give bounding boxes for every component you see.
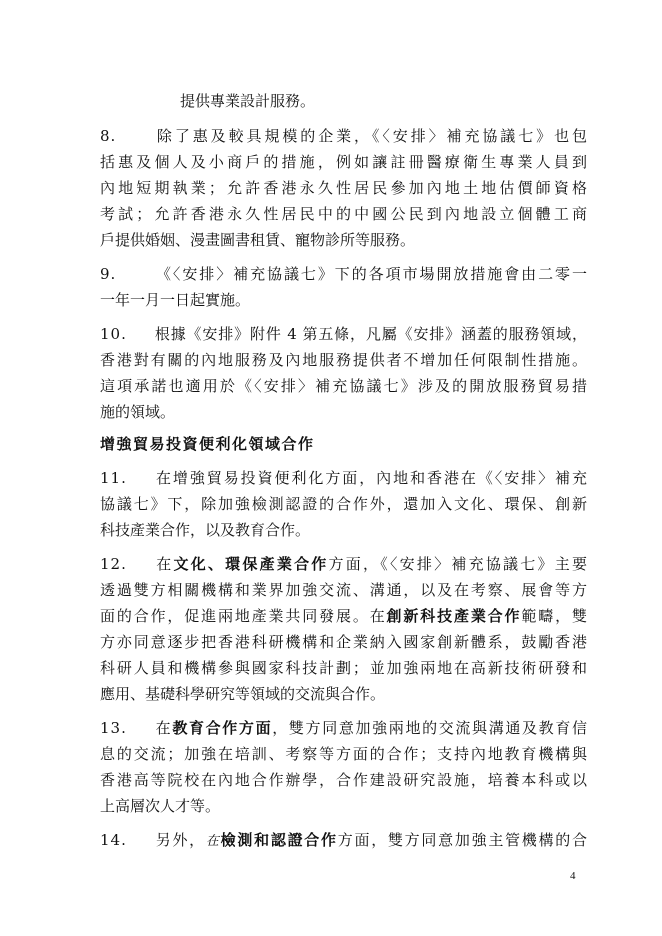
para14-bold-testing: 檢測和認證合作 xyxy=(220,831,338,849)
para11-number: 11. xyxy=(100,469,127,487)
para8-line5: 戶提供婚姻、漫畫圖書租賃、寵物診所等服務。 xyxy=(100,231,416,249)
para12-bold-innovation: 創新科技產業合作 xyxy=(386,607,522,625)
page-number: 4 xyxy=(570,870,576,882)
para12-line1: 12. 在文化、環保產業合作方面，《〈安排〉補充協議七》主要 xyxy=(100,555,587,573)
para11-line2: 協議七》下，除加強檢測認證的合作外，還加入文化、環保、創新 xyxy=(100,495,587,513)
intro-tail-text: 提供專業設計服務。 xyxy=(180,92,316,110)
para13-number: 13. xyxy=(100,719,127,737)
para14-line1: 14. 另外，在檢測和認證合作方面，雙方同意加強主管機構的合 xyxy=(100,831,587,849)
para11-line1: 11. 在增強貿易投資便利化方面，內地和香港在《〈安排〉補充 xyxy=(100,469,587,487)
para14-number: 14. xyxy=(100,831,127,849)
para10-line3: 這項承諾也適用於《〈安排〉補充協議七》涉及的開放服務貿易措 xyxy=(100,377,587,395)
para9-line2: 一年一月一日起實施。 xyxy=(100,291,251,309)
para9-number: 9. xyxy=(100,265,117,283)
para12-line5: 科研人員和機構參與國家科技計劃；並加強兩地在高新技術研發和 xyxy=(100,659,587,677)
para10-line4: 施的領域。 xyxy=(100,403,176,421)
para8-line4: 考試；允許香港永久性居民中的中國公民到內地設立個體工商 xyxy=(100,205,587,223)
para13-line2: 息的交流；加強在培訓、考察等方面的合作；支持內地教育機構與 xyxy=(100,745,587,763)
para12-number: 12. xyxy=(100,555,127,573)
para8-line3: 內地短期執業；允許香港永久性居民參加內地土地估價師資格 xyxy=(100,179,587,197)
para13-line1: 13. 在教育合作方面，雙方同意加強兩地的交流與溝通及教育信 xyxy=(100,719,587,737)
para10-line2: 香港對有關的內地服務及內地服務提供者不增加任何限制性措施。 xyxy=(100,351,587,369)
para12-line2: 透過雙方相關機構和業界加強交流、溝通，以及在考察、展會等方 xyxy=(100,581,587,599)
para10-line1: 10. 根據《安排》附件 4 第五條，凡屬《安排》涵蓋的服務領域， xyxy=(100,325,587,343)
para8-number: 8. xyxy=(100,127,117,145)
para10-number: 10. xyxy=(100,325,127,343)
para12-line4: 方亦同意逐步把香港科研機構和企業納入國家創新體系，鼓勵香港 xyxy=(100,633,587,651)
para11-line3: 科技產業合作，以及教育合作。 xyxy=(100,521,311,539)
para8-line2: 括惠及個人及小商戶的措施，例如讓註冊醫療衛生專業人員到 xyxy=(100,153,587,171)
para13-line4: 上高層次人才等。 xyxy=(100,797,221,815)
para12-line6: 應用、基礎科學研究等領域的交流與合作。 xyxy=(100,685,386,703)
section-heading: 增強貿易投資便利化領域合作 xyxy=(100,435,315,453)
para13-line3: 香港高等院校在內地合作辦學，合作建設研究設施，培養本科或以 xyxy=(100,771,587,789)
para12-bold-culture: 文化、環保產業合作 xyxy=(173,555,329,573)
para13-bold-education: 教育合作方面 xyxy=(172,719,273,737)
para8-line1: 8. 除了惠及較具規模的企業，《〈安排〉補充協議七》也包 xyxy=(100,127,587,145)
para9-line1: 9. 《〈安排〉補充協議七》下的各項市場開放措施會由二零一 xyxy=(100,265,587,283)
para12-line3: 面的合作，促進兩地產業共同發展。在創新科技產業合作範疇，雙 xyxy=(100,607,587,625)
